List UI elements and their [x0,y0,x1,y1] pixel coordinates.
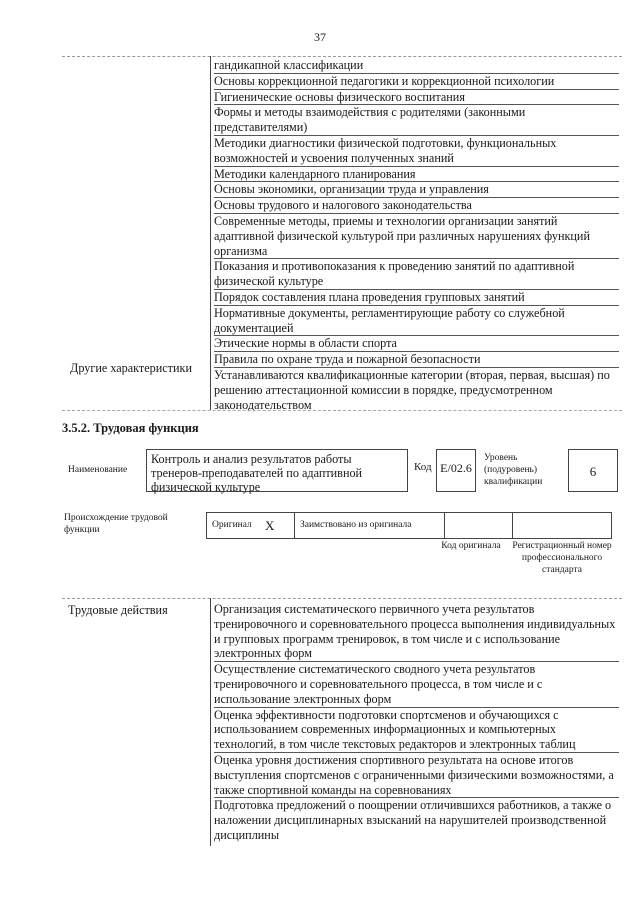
list-item: Осуществление систематического сводного учета результатов тренировочного и соревновательного процесса, в том числе и с использование электронных форм [214,662,619,707]
list-item: Правила по охране труда и пожарной безопасности [214,352,619,368]
code-original-cell [445,513,513,538]
origin-table [206,512,612,539]
original-label: Оригинал [212,520,252,530]
table-top-line [62,56,622,57]
section-title: 3.5.2. Трудовая функция [62,421,199,435]
qualification-level-label: Уровень (подуровень) квалификации [484,453,543,487]
origin-label: Происхождение трудовой функции [64,513,168,535]
list-item: Порядок составления плана проведения групповых занятий [214,290,619,306]
list-item: Оценка уровня достижения спортивного результата на основе итогов выступления спортсменов с ограниченными физическими возможностями, а также спортивной команды на соревнованиях [214,753,619,798]
other-characteristics-label: Другие характеристики [70,361,192,375]
table-top-line [62,598,622,599]
name-label: Наименование [68,465,128,475]
list-item: Этические нормы в области спорта [214,336,619,352]
code-label: Код [414,461,432,473]
list-item: Нормативные документы, регламентирующие работу со служебной документацией [214,306,619,337]
table-bottom-line [62,410,622,411]
page-number: 37 [314,30,326,44]
list-item: Методики календарного планирования [214,167,619,183]
knowledge-list [214,58,619,412]
list-item: Современные методы, приемы и технологии организации занятий адаптивной физической культурой при различных нарушениях функций организма [214,214,619,259]
labor-actions-list [214,602,619,843]
list-item: гандикапной классификации [214,58,619,74]
original-mark: X [265,518,275,533]
column-divider [210,56,211,410]
labor-actions-label: Трудовые действия [68,603,168,617]
list-item: Показания и противопоказания к проведению занятий по адаптивной физической культуре [214,259,619,290]
registration-number-caption: Регистрационный номер профессионального стандарта [512,541,612,575]
list-item: Основы трудового и налогового законодательства [214,198,619,214]
original-cell [207,513,295,538]
list-item: Основы коррекционной педагогики и коррекционной психологии [214,74,619,90]
list-item: Формы и методы взаимодействия с родителями (законными представителями) [214,105,619,136]
function-code-box: E/02.6 [436,449,476,492]
borrowed-label: Заимствовано из оригинала [295,513,445,538]
list-item: Организация систематического первичного учета результатов тренировочного и соревновательного процесса выполнения индивидуальных и групповых программ тренировок, в том числе и с использование электронных форм [214,602,619,662]
code-original-caption: Код оригинала [441,541,501,551]
function-name-box: Контроль и анализ результатов работы тренеров-преподавателей по адаптивной физической культуре [146,449,408,492]
list-item: Гигиенические основы физического воспитания [214,90,619,106]
list-item: Методики диагностики физической подготовки, функциональных возможностей и усвоения полученных знаний [214,136,619,167]
column-divider [210,598,211,846]
list-item: Устанавливаются квалификационные категории (вторая, первая, высшая) по решению аттестационной комиссии в порядке, предусмотренном законодательством [214,367,610,412]
list-item: Оценка эффективности подготовки спортсменов и обучающихся с использованием современных информационных и компьютерных технологий, в том числе текстовых редакторов и электронных таблиц [214,708,619,753]
list-item: Основы экономики, организации труда и управления [214,182,619,198]
list-item: Подготовка предложений о поощрении отличившихся работников, а также о наложении дисциплинарных взысканий на нарушителей производственной дисциплины [214,798,612,842]
qualification-level-box: 6 [568,449,618,492]
